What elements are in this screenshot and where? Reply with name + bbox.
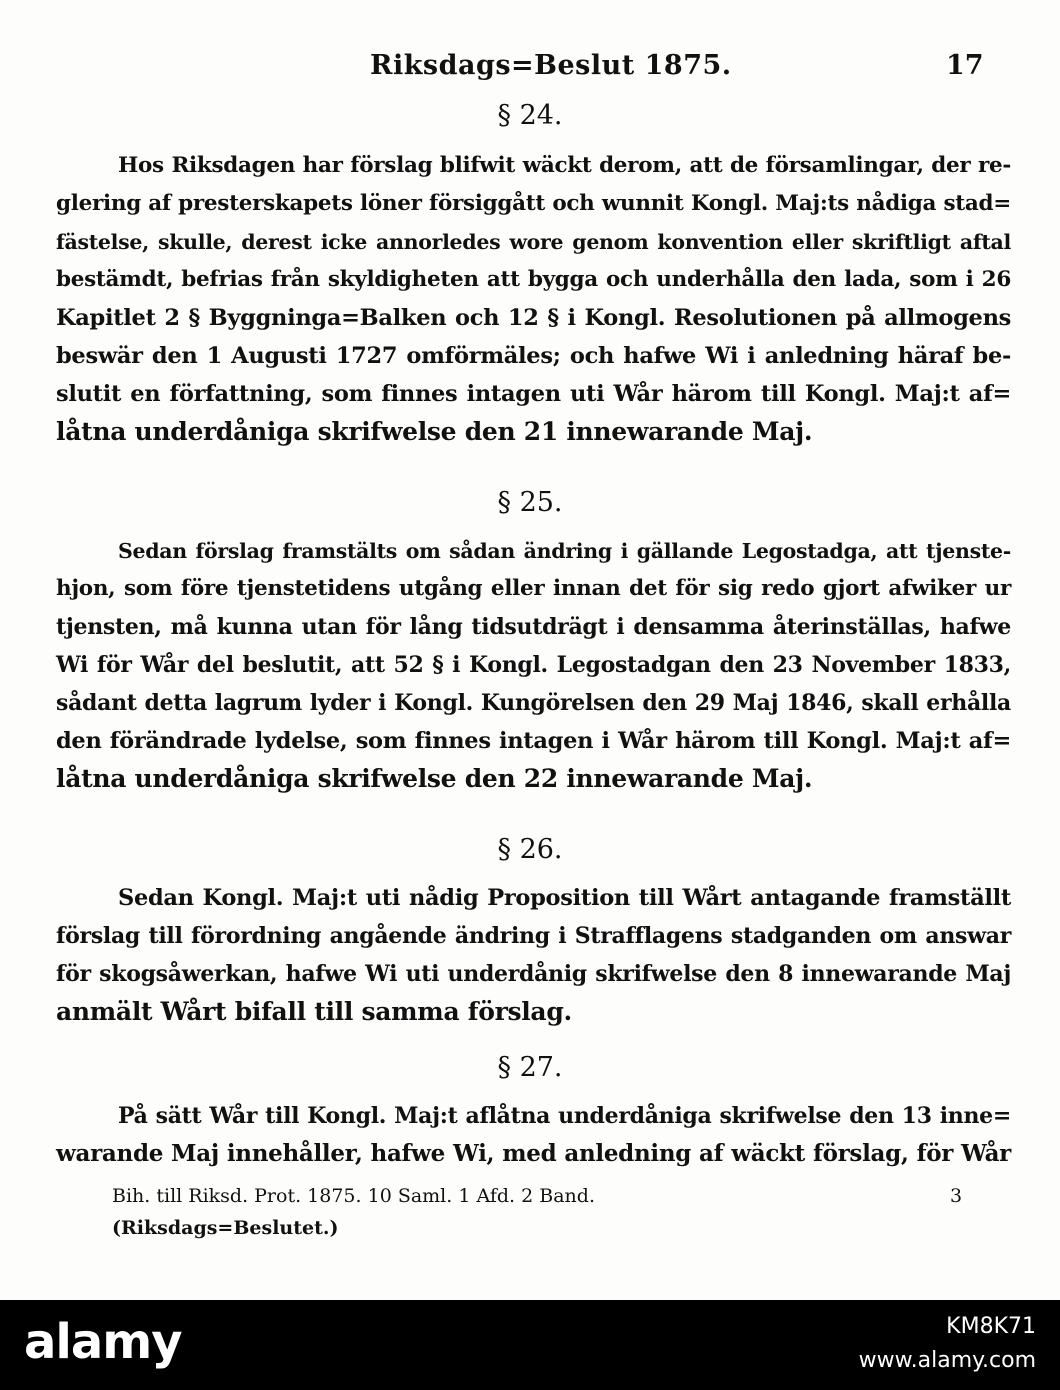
text-line: slutit en författning, som finnes intagen uti Wår härom till Kongl. Maj:t af= xyxy=(56,381,1011,407)
text-line: warande Maj innehåller, hafwe Wi, med anledning af wäckt förslag, för Wår xyxy=(56,1140,1011,1167)
text-line: Hos Riksdagen har förslag blifwit wäckt derom, att de församlingar, der re- xyxy=(118,153,1011,178)
text-line: hjon, som före tjenstetidens utgång eller innan det för sig redo gjort afwiker ur xyxy=(56,576,1011,601)
text-line: Sedan Kongl. Maj:t uti nådig Proposition till Wårt antagande framställt xyxy=(118,885,1011,911)
section-heading-27: § 27. xyxy=(497,1052,563,1083)
page-number: 17 xyxy=(946,50,984,81)
site-url[interactable]: www.alamy.com xyxy=(858,1348,1036,1373)
text-line: sådant detta lagrum lyder i Kongl. Kungörelsen den 29 Maj 1846, skall erhålla xyxy=(56,690,1011,716)
text-line: för skogsåwerkan, hafwe Wi uti underdånig skrifwelse den 8 innewarande Maj xyxy=(56,961,1011,987)
text-line: den förändrade lydelse, som finnes intagen i Wår härom till Kongl. Maj:t af= xyxy=(56,728,1011,754)
section-heading-25: § 25. xyxy=(497,487,563,518)
watermark-banner xyxy=(0,1300,1060,1390)
text-line: tjensten, må kunna utan för lång tidsutdrägt i densamma återinställas, hafwe xyxy=(56,614,1011,640)
text-line: På sätt Wår till Kongl. Maj:t aflåtna underdåniga skrifwelse den 13 inne= xyxy=(118,1103,1011,1129)
text-line: Kapitlet 2 § Byggninga=Balken och 12 § i Kongl. Resolutionen på allmogens xyxy=(56,305,1011,331)
brand-logo[interactable]: alamy xyxy=(24,1314,182,1370)
text-line: anmält Wårt bifall till samma förslag. xyxy=(56,997,572,1026)
text-line: Wi för Wår del beslutit, att 52 § i Kongl. Legostadgan den 23 November 1833, xyxy=(56,652,1011,678)
footer-collection: (Riksdags=Beslutet.) xyxy=(112,1217,339,1239)
footer-signature-number: 3 xyxy=(950,1185,963,1207)
text-line: glering af presterskapets löner försiggått och wunnit Kongl. Maj:ts nådiga stad= xyxy=(56,191,1011,216)
running-header xyxy=(0,50,1060,90)
text-line: fästelse, skulle, derest icke annorledes wore genom konvention eller skriftligt aftal xyxy=(56,230,1011,254)
footer-signature: Bih. till Riksd. Prot. 1875. 10 Saml. 1 Afd. 2 Band. xyxy=(112,1185,595,1207)
text-line: låtna underdåniga skrifwelse den 21 innewarande Maj. xyxy=(56,417,813,446)
section-heading-24: § 24. xyxy=(497,100,563,131)
image-id: KM8K71 xyxy=(946,1314,1036,1339)
text-line: låtna underdåniga skrifwelse den 22 innewarande Maj. xyxy=(56,764,813,793)
text-line: bestämdt, befrias från skyldigheten att bygga och underhålla den lada, som i 26 xyxy=(56,267,1011,292)
section-heading-26: § 26. xyxy=(497,834,563,865)
text-line: beswär den 1 Augusti 1727 omförmäles; och hafwe Wi i anledning häraf be- xyxy=(56,343,1011,369)
header-title: Riksdags=Beslut 1875. xyxy=(370,50,732,81)
text-line: förslag till förordning angående ändring i Strafflagens stadganden om answar xyxy=(56,923,1011,949)
text-line: Sedan förslag framstälts om sådan ändring i gällande Legostadga, att tjenste- xyxy=(118,539,1011,563)
